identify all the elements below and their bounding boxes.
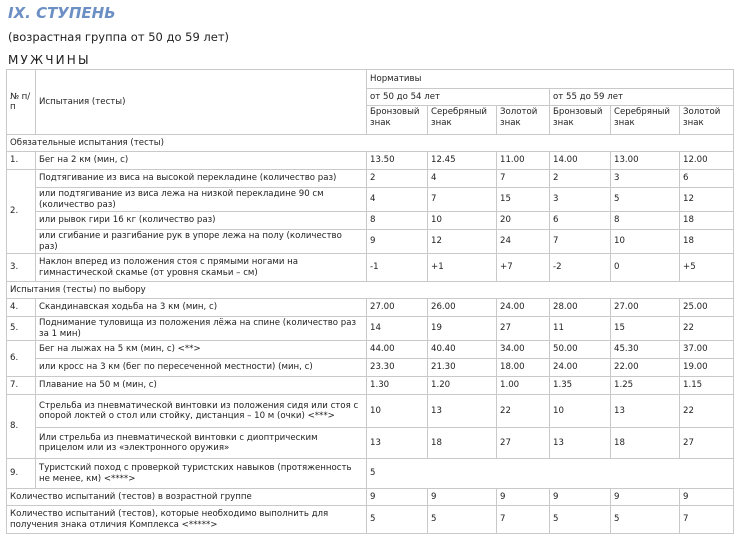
cell-value: 37.00 bbox=[680, 341, 734, 359]
cell-value: 24.00 bbox=[497, 299, 550, 317]
row-test: Количество испытаний (тестов) в возрастной группе bbox=[7, 489, 367, 506]
cell-value: 5 bbox=[367, 459, 734, 489]
cell-value: 1.30 bbox=[367, 377, 428, 395]
cell-value: 11.00 bbox=[497, 152, 550, 170]
cell-value: 40.40 bbox=[428, 341, 497, 359]
cell-value: 9 bbox=[611, 489, 680, 506]
cell-value: 21.30 bbox=[428, 359, 497, 377]
badge-bronze: Бронзовый знак bbox=[550, 106, 611, 135]
cell-value: +5 bbox=[680, 254, 734, 282]
row-test: или рывок гири 16 кг (количество раз) bbox=[36, 212, 367, 230]
cell-value: 24 bbox=[497, 230, 550, 254]
cell-value: 15 bbox=[497, 188, 550, 212]
section-optional: Испытания (тесты) по выбору bbox=[7, 282, 734, 299]
row-number: 4. bbox=[7, 299, 36, 317]
badge-silver: Серебряный знак bbox=[611, 106, 680, 135]
cell-value: 9 bbox=[428, 489, 497, 506]
section-row bbox=[7, 135, 734, 152]
cell-value: 34.00 bbox=[497, 341, 550, 359]
cell-value: 18 bbox=[680, 230, 734, 254]
table-row bbox=[7, 489, 734, 506]
cell-value: +7 bbox=[497, 254, 550, 282]
cell-value: 13.00 bbox=[611, 152, 680, 170]
table-row bbox=[7, 299, 734, 317]
row-number: 7. bbox=[7, 377, 36, 395]
cell-value: 4 bbox=[428, 170, 497, 188]
header-test: Испытания (тесты) bbox=[36, 70, 367, 135]
header-norms: Нормативы bbox=[367, 70, 734, 89]
norms-table bbox=[6, 69, 734, 534]
cell-value: 1.15 bbox=[680, 377, 734, 395]
table-row bbox=[7, 395, 734, 428]
cell-value: 22 bbox=[497, 395, 550, 428]
section-row bbox=[7, 282, 734, 299]
cell-value: 12 bbox=[680, 188, 734, 212]
table-row bbox=[7, 359, 734, 377]
row-test: Бег на 2 км (мин, с) bbox=[36, 152, 367, 170]
badge-gold: Золотой знак bbox=[497, 106, 550, 135]
cell-value: 26.00 bbox=[428, 299, 497, 317]
cell-value: -1 bbox=[367, 254, 428, 282]
header-row bbox=[7, 70, 734, 89]
cell-value: 5 bbox=[611, 506, 680, 534]
cell-value: 13 bbox=[428, 395, 497, 428]
page-title: IX. СТУПЕНЬ bbox=[8, 4, 116, 22]
cell-value: 22 bbox=[680, 395, 734, 428]
table-row bbox=[7, 317, 734, 341]
row-test: или сгибание и разгибание рук в упоре лежа на полу (количество раз) bbox=[36, 230, 367, 254]
badge-bronze: Бронзовый знак bbox=[367, 106, 428, 135]
cell-value: 5 bbox=[611, 188, 680, 212]
cell-value: 6 bbox=[680, 170, 734, 188]
table-row bbox=[7, 230, 734, 254]
cell-value: 14.00 bbox=[550, 152, 611, 170]
cell-value: 18 bbox=[428, 428, 497, 459]
table-row bbox=[7, 341, 734, 359]
row-test: Бег на лыжах на 5 км (мин, с) <**> bbox=[36, 341, 367, 359]
table-row bbox=[7, 254, 734, 282]
cell-value: 44.00 bbox=[367, 341, 428, 359]
section-mandatory: Обязательные испытания (тесты) bbox=[7, 135, 734, 152]
cell-value: 23.30 bbox=[367, 359, 428, 377]
cell-value: 13 bbox=[550, 428, 611, 459]
row-test: Поднимание туловища из положения лёжа на спине (количество раз за 1 мин) bbox=[36, 317, 367, 341]
cell-value: 3 bbox=[550, 188, 611, 212]
cell-value: 4 bbox=[367, 188, 428, 212]
cell-value: 1.25 bbox=[611, 377, 680, 395]
header-group-2: от 55 до 59 лет bbox=[550, 89, 734, 106]
cell-value: 10 bbox=[428, 212, 497, 230]
cell-value: 10 bbox=[367, 395, 428, 428]
cell-value: 7 bbox=[680, 506, 734, 534]
cell-value: 13 bbox=[611, 395, 680, 428]
table-row bbox=[7, 188, 734, 212]
cell-value: 1.35 bbox=[550, 377, 611, 395]
row-number: 1. bbox=[7, 152, 36, 170]
cell-value: 27 bbox=[497, 317, 550, 341]
cell-value: 15 bbox=[611, 317, 680, 341]
cell-value: 12.00 bbox=[680, 152, 734, 170]
cell-value: 19.00 bbox=[680, 359, 734, 377]
cell-value: 18 bbox=[680, 212, 734, 230]
cell-value: 18 bbox=[611, 428, 680, 459]
cell-value: 19 bbox=[428, 317, 497, 341]
table-row bbox=[7, 459, 734, 489]
cell-value: 7 bbox=[497, 506, 550, 534]
cell-value: 8 bbox=[611, 212, 680, 230]
cell-value: 27 bbox=[680, 428, 734, 459]
cell-value: 13.50 bbox=[367, 152, 428, 170]
cell-value: 11 bbox=[550, 317, 611, 341]
row-number: 2. bbox=[7, 170, 36, 254]
row-test: Плавание на 50 м (мин, с) bbox=[36, 377, 367, 395]
cell-value: 5 bbox=[428, 506, 497, 534]
cell-value: 22 bbox=[680, 317, 734, 341]
cell-value: 8 bbox=[367, 212, 428, 230]
header-group-1: от 50 до 54 лет bbox=[367, 89, 550, 106]
cell-value: 7 bbox=[428, 188, 497, 212]
cell-value: 9 bbox=[367, 230, 428, 254]
cell-value: 27.00 bbox=[611, 299, 680, 317]
cell-value: 25.00 bbox=[680, 299, 734, 317]
row-test: Количество испытаний (тестов), которые необходимо выполнить для получения знака отличия Комплекса <*****> bbox=[7, 506, 367, 534]
table-row bbox=[7, 152, 734, 170]
row-number: 3. bbox=[7, 254, 36, 282]
header-num: № п/п bbox=[7, 70, 36, 135]
cell-value: 2 bbox=[367, 170, 428, 188]
cell-value: 50.00 bbox=[550, 341, 611, 359]
row-test: Наклон вперед из положения стоя с прямыми ногами на гимнастической скамье (от уровня скамьи – см) bbox=[36, 254, 367, 282]
cell-value: 0 bbox=[611, 254, 680, 282]
cell-value: 9 bbox=[497, 489, 550, 506]
row-number: 9. bbox=[7, 459, 36, 489]
cell-value: 10 bbox=[611, 230, 680, 254]
cell-value: 28.00 bbox=[550, 299, 611, 317]
row-test: Подтягивание из виса на высокой перекладине (количество раз) bbox=[36, 170, 367, 188]
cell-value: 9 bbox=[550, 489, 611, 506]
age-group-subtitle: (возрастная группа от 50 до 59 лет) bbox=[8, 30, 230, 44]
cell-value: 27.00 bbox=[367, 299, 428, 317]
row-test: или подтягивание из виса лежа на низкой перекладине 90 см (количество раз) bbox=[36, 188, 367, 212]
cell-value: 45.30 bbox=[611, 341, 680, 359]
cell-value: 7 bbox=[497, 170, 550, 188]
cell-value: 9 bbox=[680, 489, 734, 506]
table-row bbox=[7, 170, 734, 188]
cell-value: 5 bbox=[550, 506, 611, 534]
cell-value: 12.45 bbox=[428, 152, 497, 170]
cell-value: 7 bbox=[550, 230, 611, 254]
cell-value: 3 bbox=[611, 170, 680, 188]
cell-value: +1 bbox=[428, 254, 497, 282]
cell-value: 27 bbox=[497, 428, 550, 459]
row-number: 6. bbox=[7, 341, 36, 377]
cell-value: 6 bbox=[550, 212, 611, 230]
cell-value: 10 bbox=[550, 395, 611, 428]
row-test: Стрельба из пневматической винтовки из положения сидя или стоя с опорой локтей о стол или стойку, дистанция – 10 м (очки) <***> bbox=[36, 395, 367, 428]
table-row bbox=[7, 377, 734, 395]
cell-value: 20 bbox=[497, 212, 550, 230]
badge-silver: Серебряный знак bbox=[428, 106, 497, 135]
cell-value: 9 bbox=[367, 489, 428, 506]
cell-value: 12 bbox=[428, 230, 497, 254]
cell-value: 5 bbox=[367, 506, 428, 534]
row-test: или кросс на 3 км (бег по пересеченной местности) (мин, с) bbox=[36, 359, 367, 377]
table-row bbox=[7, 506, 734, 534]
badge-gold: Золотой знак bbox=[680, 106, 734, 135]
gender-heading: МУЖЧИНЫ bbox=[8, 53, 91, 67]
row-test: Туристский поход с проверкой туристских навыков (протяженность не менее, км) <****> bbox=[36, 459, 367, 489]
cell-value: 22.00 bbox=[611, 359, 680, 377]
cell-value: 18.00 bbox=[497, 359, 550, 377]
row-test: Скандинавская ходьба на 3 км (мин, с) bbox=[36, 299, 367, 317]
cell-value: 14 bbox=[367, 317, 428, 341]
cell-value: 24.00 bbox=[550, 359, 611, 377]
cell-value: -2 bbox=[550, 254, 611, 282]
row-number: 8. bbox=[7, 395, 36, 459]
table-row bbox=[7, 428, 734, 459]
table-row bbox=[7, 212, 734, 230]
row-test: Или стрельба из пневматической винтовки с диоптрическим прицелом или из «электронного оружия» bbox=[36, 428, 367, 459]
cell-value: 1.20 bbox=[428, 377, 497, 395]
row-number: 5. bbox=[7, 317, 36, 341]
cell-value: 13 bbox=[367, 428, 428, 459]
cell-value: 2 bbox=[550, 170, 611, 188]
cell-value: 1.00 bbox=[497, 377, 550, 395]
